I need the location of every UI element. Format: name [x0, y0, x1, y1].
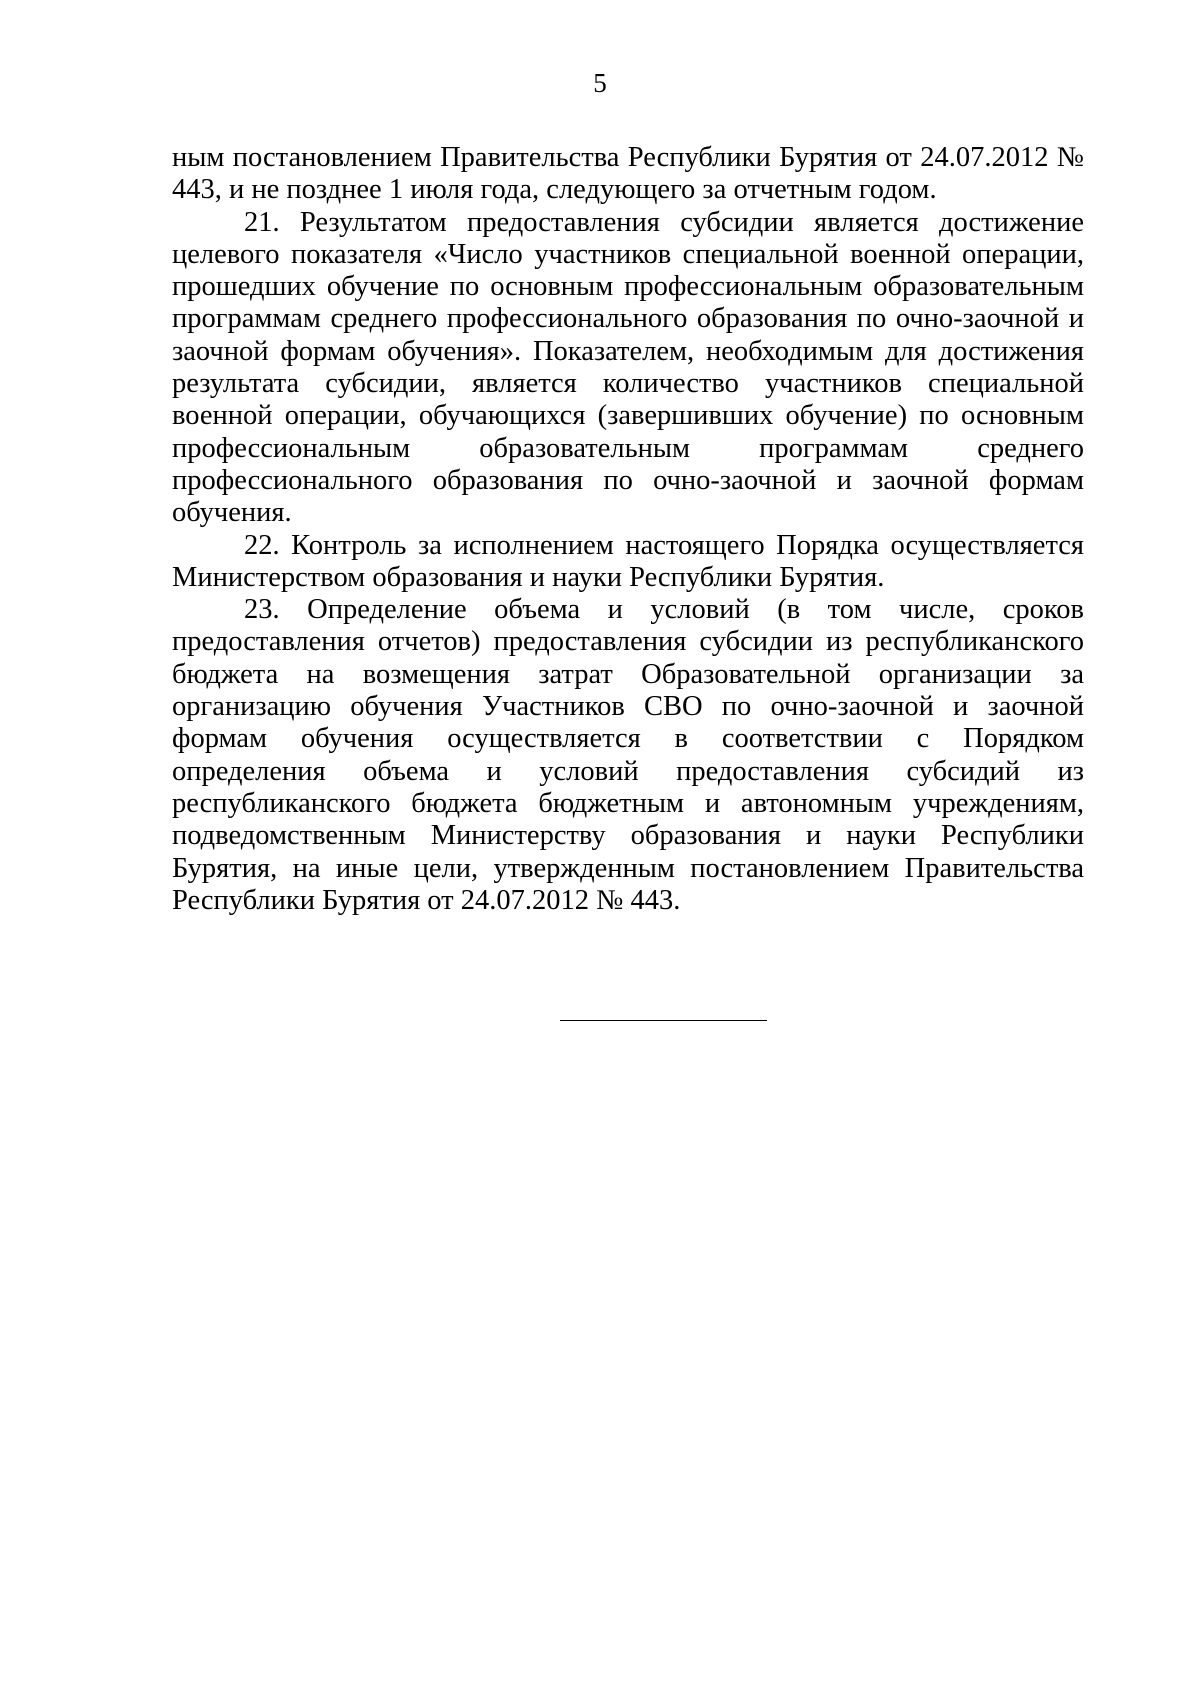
paragraph-23: 23. Определение объема и условий (в том числе, сроков предоставления отчетов) предоставления субсидии из республиканского бюджета на возмещения затрат Образовательной организации за организацию обучения Участников СВО по очно-заочной и заочной формам обучения осуществляется в соответствии с Порядком определения объема и условий предоставления субсидий из республиканского бюджета бюджетным и автономным учреждениям, подведомственным Министерству образования и науки Республики Бурятия, на иные цели, утвержденным постановлением Правительства Республики Бурятия от 24.07.2012 № 443. — [172, 594, 1084, 916]
paragraph-21: 21. Результатом предоставления субсидии является достижение целевого показателя «Число участников специальной военной операции, прошедших обучение по основным профессиональным образовательным программам среднего профессионального образования по очно-заочной и заочной формам обучения». Показателем, необходимым для достижения результата субсидии, является количество участников специальной военной операции, обучающихся (завершивших обучение) по основным профессиональным образовательным программам среднего профессионального образования по очно-заочной и заочной формам обучения. — [172, 206, 1084, 529]
document-body — [172, 142, 1084, 917]
page-number: 5 — [593, 68, 607, 98]
end-divider-line — [560, 1020, 767, 1021]
paragraph-continuation: ным постановлением Правительства Республики Бурятия от 24.07.2012 № 443, и не позднее 1 июля года, следующего за отчетным годом. — [172, 142, 1084, 206]
paragraph-22: 22. Контроль за исполнением настоящего Порядка осуществляется Министерством образования и науки Республики Бурятия. — [172, 529, 1084, 593]
